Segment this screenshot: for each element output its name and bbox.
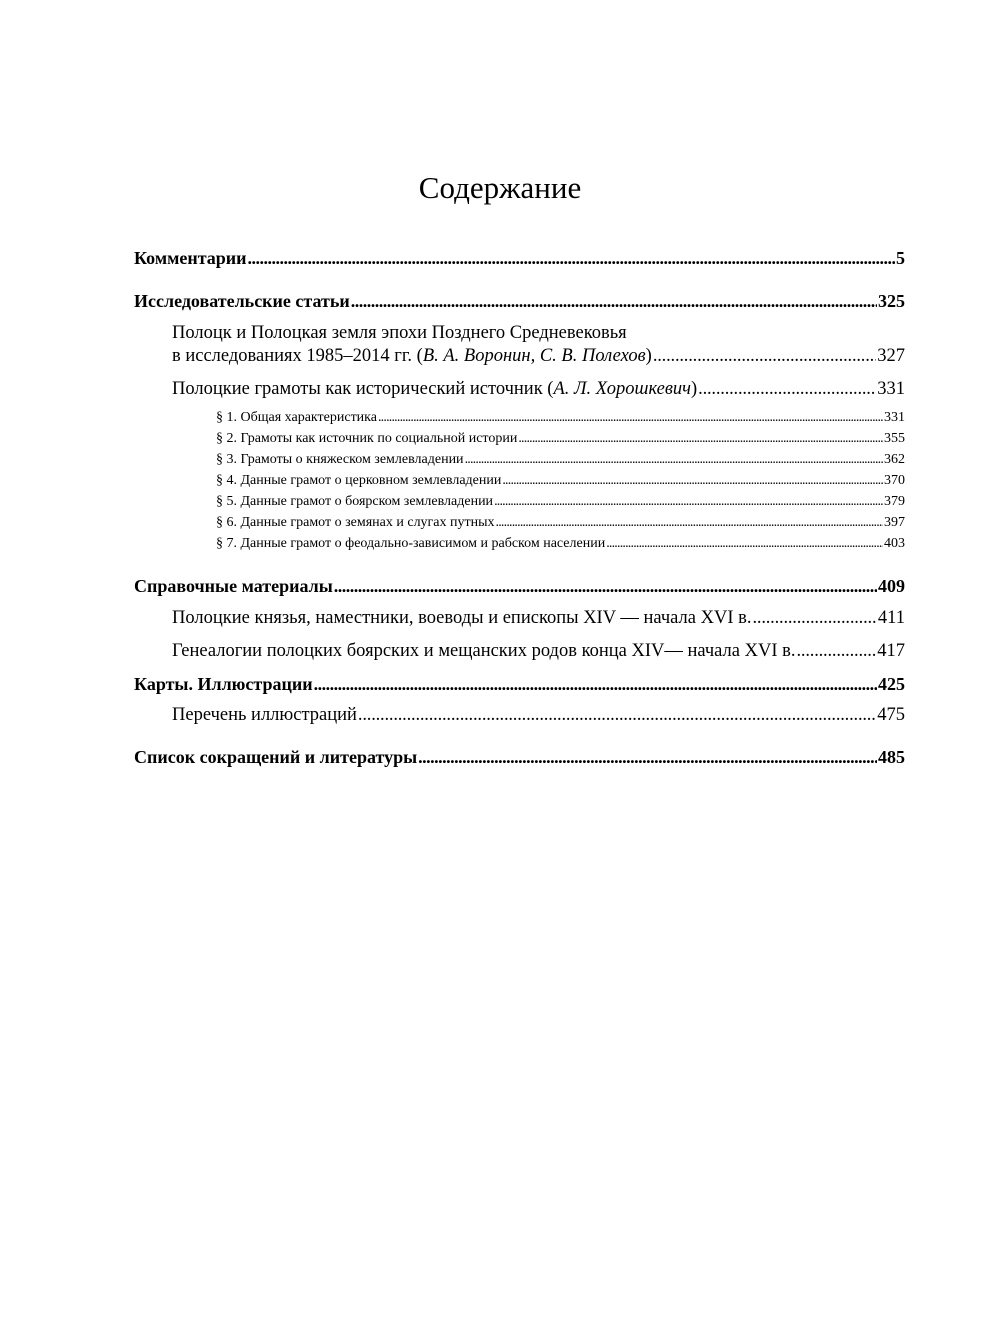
toc-page-number: 327 bbox=[877, 346, 905, 366]
dot-leader bbox=[248, 246, 895, 270]
toc-paragraph-entry[interactable] bbox=[216, 408, 905, 428]
toc-entry-label: Карты. Иллюстрации bbox=[134, 674, 313, 694]
toc-entry-label: § 7. Данные грамот о феодально-зависимом и рабском населении bbox=[216, 536, 606, 551]
toc-entry-reference[interactable] bbox=[134, 574, 905, 598]
toc-entry-article2[interactable] bbox=[172, 377, 905, 401]
toc-paragraph-entry[interactable] bbox=[216, 471, 905, 491]
toc-entry-maps[interactable] bbox=[134, 672, 905, 696]
toc-entry-research[interactable] bbox=[134, 289, 905, 313]
page-title: Содержание bbox=[418, 170, 582, 205]
toc-entry-label: § 2. Грамоты как источник по социальной истории bbox=[216, 431, 518, 446]
dot-leader bbox=[797, 639, 877, 663]
toc-page-number: 370 bbox=[884, 473, 905, 488]
toc-page-number: 397 bbox=[884, 515, 905, 530]
toc-entry-label: § 1. Общая характеристика bbox=[216, 410, 377, 425]
toc-entry-abbreviations[interactable] bbox=[134, 745, 905, 769]
dot-leader bbox=[418, 745, 877, 769]
toc-page-number: 5 bbox=[896, 248, 905, 268]
dot-leader bbox=[351, 289, 877, 313]
toc-entry-label: Перечень иллюстраций bbox=[172, 705, 357, 725]
toc-paragraph-entry[interactable] bbox=[216, 429, 905, 449]
toc-article1-line1: Полоцк и Полоцкая земля эпохи Позднего Средневековья bbox=[172, 323, 627, 343]
toc-page-number: 475 bbox=[877, 705, 905, 725]
toc-entry-illustrations-list[interactable] bbox=[172, 703, 905, 727]
dot-leader bbox=[358, 703, 876, 727]
toc-entry-comments[interactable] bbox=[134, 246, 905, 270]
dot-leader bbox=[752, 606, 876, 630]
toc-page-number: 485 bbox=[878, 747, 905, 767]
toc-page-number: 379 bbox=[884, 494, 905, 509]
toc-entry-label: Справочные материалы bbox=[134, 576, 333, 596]
toc-page-number: 362 bbox=[884, 452, 905, 467]
toc-entry-label: § 4. Данные грамот о церковном землевладении bbox=[216, 473, 502, 488]
toc-page-number: 331 bbox=[884, 410, 905, 425]
dot-leader bbox=[334, 574, 877, 598]
dot-leader bbox=[653, 344, 876, 368]
author-names: В. А. Воронин, С. В. Полехов bbox=[422, 346, 646, 366]
toc-entry-rulers[interactable] bbox=[172, 606, 905, 630]
dot-leader bbox=[378, 408, 883, 428]
toc-entry-label: Комментарии bbox=[134, 248, 247, 268]
toc-page-number: 325 bbox=[878, 291, 905, 311]
toc-paragraph-entry[interactable] bbox=[216, 492, 905, 512]
toc-page-number: 331 bbox=[877, 379, 905, 399]
toc-paragraph-entry[interactable] bbox=[216, 513, 905, 533]
toc-entry-label: § 6. Данные грамот о земянах и слугах путных bbox=[216, 515, 495, 530]
dot-leader bbox=[496, 513, 883, 533]
toc-page-number: 355 bbox=[884, 431, 905, 446]
dot-leader bbox=[502, 471, 883, 491]
toc-paragraph-entry[interactable] bbox=[216, 534, 905, 554]
toc-entry-label: Список сокращений и литературы bbox=[134, 747, 418, 767]
toc-page-number: 417 bbox=[877, 641, 905, 661]
dot-leader bbox=[606, 534, 883, 554]
toc-entry-label: § 5. Данные грамот о боярском землевладении bbox=[216, 494, 494, 509]
author-names: А. Л. Хорошкевич bbox=[553, 379, 691, 399]
toc-entry-label: Генеалогии полоцких боярских и мещанских родов конца XIV— начала XVI в. bbox=[172, 641, 796, 661]
toc-entry-label: § 3. Грамоты о княжеском землевладении bbox=[216, 452, 464, 467]
toc-paragraph-entry[interactable] bbox=[216, 450, 905, 470]
dot-leader bbox=[314, 672, 877, 696]
dot-leader bbox=[698, 377, 876, 401]
toc-page-number: 425 bbox=[878, 674, 905, 694]
dot-leader bbox=[518, 429, 883, 449]
toc-entry-genealogies[interactable] bbox=[172, 639, 905, 663]
dot-leader bbox=[494, 492, 883, 512]
dot-leader bbox=[465, 450, 883, 470]
toc-entry-label: в исследованиях 1985–2014 гг. (В. А. Воронин, С. В. Полехов) bbox=[172, 346, 652, 366]
toc-page-number: 411 bbox=[877, 608, 905, 628]
toc-page-number: 409 bbox=[878, 576, 905, 596]
toc-entry-label: Исследовательские статьи bbox=[134, 291, 350, 311]
toc-entry-label: Полоцкие князья, наместники, воеводы и епископы XIV — начала XVI в. bbox=[172, 608, 752, 628]
toc-entry-article1[interactable] bbox=[172, 344, 905, 368]
toc-page-number: 403 bbox=[884, 536, 905, 551]
toc-entry-label: Полоцкие грамоты как исторический источник (А. Л. Хорошкевич) bbox=[172, 379, 698, 399]
